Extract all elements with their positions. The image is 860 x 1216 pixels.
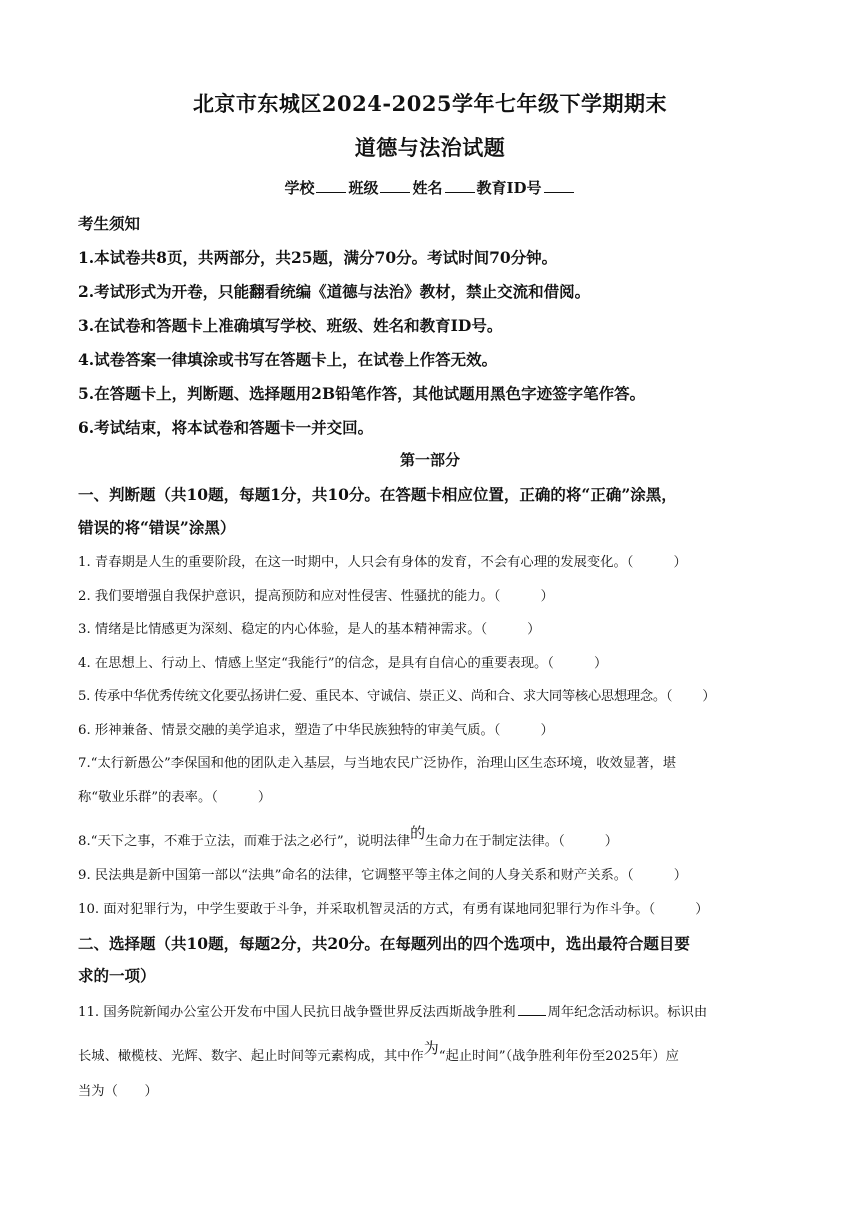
notice-item: 2.考试形式为开卷，只能翻看统编《道德与法治》教材，禁止交流和借阅。 xyxy=(78,282,591,301)
notice-item: 1.本试卷共8页，共两部分，共25题，满分70分。考试时间70分钟。 xyxy=(78,248,558,267)
notice-item: 4.试卷答案一律填涂或书写在答题卡上，在试卷上作答无效。 xyxy=(78,350,498,369)
q11-blank[interactable] xyxy=(518,1001,546,1016)
section2-heading: 二、选择题（共10题，每题2分，共20分。在每题列出的四个选项中，选出最符合题目要 xyxy=(78,934,690,953)
notice-item: 6.考试结束，将本试卷和答题卡一并交回。 xyxy=(78,418,374,437)
question-6: 6. 形神兼备、情景交融的美学追求，塑造了中华民族独特的审美气质。（ ） xyxy=(78,723,554,738)
notice-item: 5.在答题卡上，判断题、选择题用2B铅笔作答，其他试题用黑色字迹签字笔作答。 xyxy=(78,384,646,403)
field-name-label: 姓名 xyxy=(412,179,443,197)
question-8: 8.“天下之事，不难于立法，而难于法之必行”，说明法律的生命力在于制定法律。（ ） xyxy=(78,824,619,849)
field-school-label: 学校 xyxy=(284,179,315,197)
question-3: 3. 情绪是比情感更为深刻、稳定的内心体验，是人的基本精神需求。（ ） xyxy=(78,622,541,637)
question-10: 10. 面对犯罪行为，中学生要敢于斗争，并采取机智灵活的方式，有勇有谋地同犯罪行为作斗争。（ ） xyxy=(78,902,709,917)
question-11-cont: 长城、橄榄枝、光辉、数字、起止时间等元素构成，其中作为“起止时间”（战争胜利年份至2025年）应 xyxy=(78,1039,679,1064)
question-2: 2. 我们要增强自我保护意识，提高预防和应对性侵害、性骚扰的能力。（ ） xyxy=(78,589,554,604)
section2-heading-cont: 求的一项） xyxy=(78,966,156,985)
field-name-blank[interactable] xyxy=(445,178,475,193)
question-4: 4. 在思想上、行动上、情感上坚定“我能行”的信念，是具有自信心的重要表现。（ ） xyxy=(78,656,608,671)
question-7-cont: 称“敬业乐群”的表率。（ ） xyxy=(78,790,272,805)
field-id-blank[interactable] xyxy=(544,178,574,193)
question-11-cont: 当为（ ） xyxy=(78,1084,158,1099)
question-11: 11. 国务院新闻办公室公开发布中国人民抗日战争暨世界反法西斯战争胜利 周年纪念活动标识。标识由 xyxy=(78,1001,793,1020)
student-info-line xyxy=(0,177,860,198)
exam-subject-title: 道德与法治试题 xyxy=(354,135,506,160)
section1-heading: 一、判断题（共10题，每题1分，共10分。在答题卡相应位置，正确的将“正确”涂黑， xyxy=(78,485,677,504)
part-one-title: 第一部分 xyxy=(399,451,460,469)
field-class-blank[interactable] xyxy=(380,178,410,193)
exam-title: 北京市东城区2024-2025学年七年级下学期期末 xyxy=(192,91,668,116)
notice-item: 3.在试卷和答题卡上准确填写学校、班级、姓名和教育ID号。 xyxy=(78,316,503,335)
section1-heading-cont: 错误的将“错误”涂黑） xyxy=(78,518,236,537)
question-1: 1. 青春期是人生的重要阶段，在这一时期中，人只会有身体的发育，不会有心理的发展变化。（ ） xyxy=(78,555,687,570)
question-5: 5. 传承中华优秀传统文化要弘扬讲仁爱、重民本、守诚信、崇正义、尚和合、求大同等核心思想理念。（ ） xyxy=(78,689,716,704)
field-id-label: 教育ID号 xyxy=(476,179,542,197)
question-7: 7.“太行新愚公”李保国和他的团队走入基层，与当地农民广泛协作，治理山区生态环境，收效显著，堪 xyxy=(78,756,677,771)
field-class-label: 班级 xyxy=(348,179,379,197)
notice-heading: 考生须知 xyxy=(78,214,141,233)
question-9: 9. 民法典是新中国第一部以“法典”命名的法律，它调整平等主体之间的人身关系和财产关系。（ ） xyxy=(78,868,688,883)
field-school-blank[interactable] xyxy=(316,178,346,193)
